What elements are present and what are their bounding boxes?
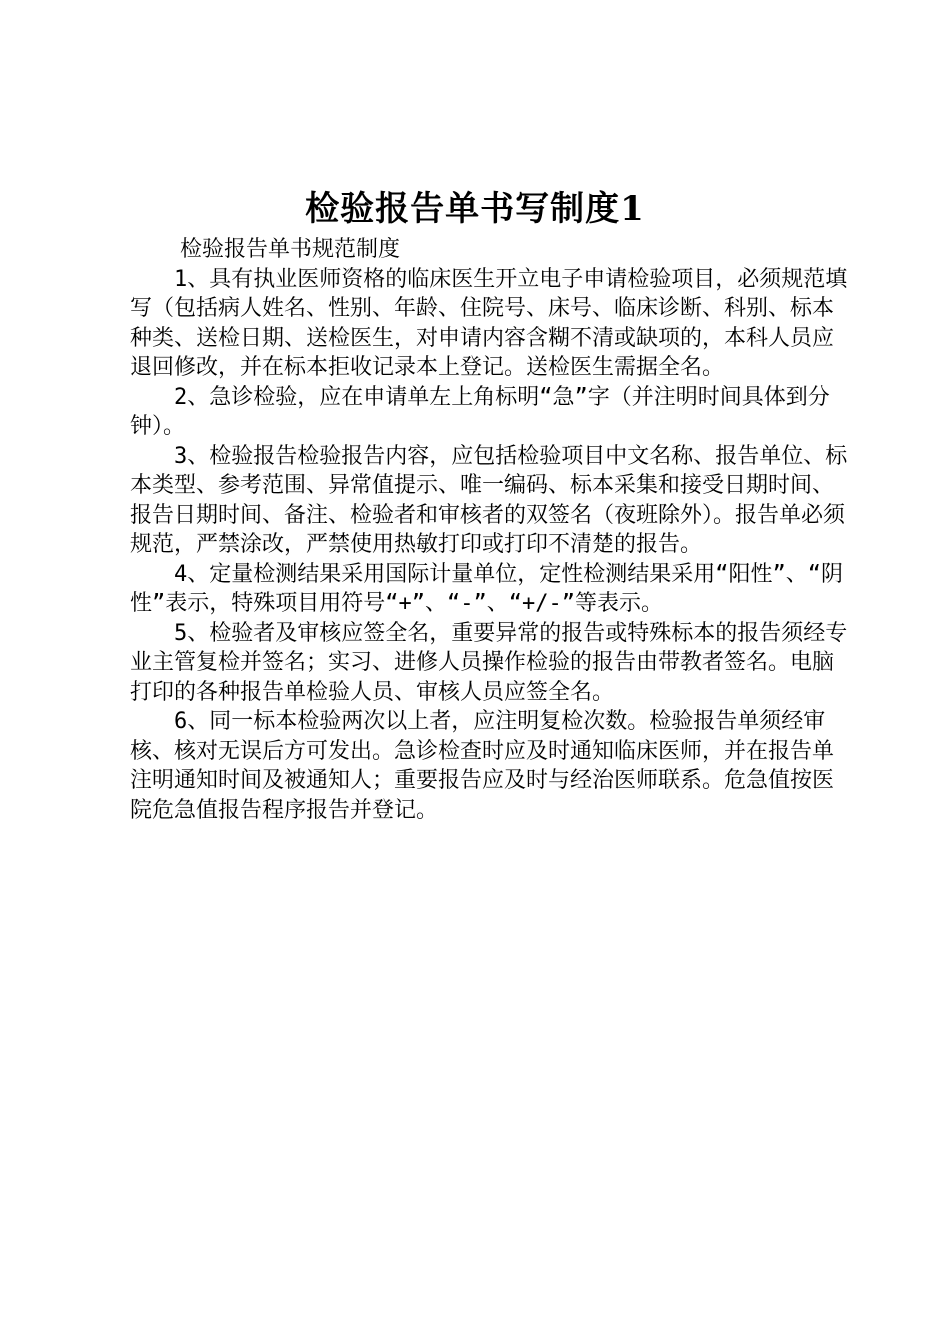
- paragraph-4: 4、定量检测结果采用国际计量单位，定性检测结果采用“阳性”、“阴性”表示，特殊项目用符号“+”、“-”、“+/-”等表示。: [130, 561, 843, 616]
- document-title: 检验报告单书写制度1: [305, 189, 645, 229]
- document-body: [130, 235, 850, 825]
- paragraph-1: 1、具有执业医师资格的临床医生开立电子申请检验项目，必须规范填写（包括病人姓名、性别、年龄、住院号、床号、临床诊断、科别、标本种类、送检日期、送检医生，对申请内容含糊不清或缺项的，本科人员应退回修改，并在标本拒收记录本上登记。送检医生需据全名。: [130, 266, 848, 380]
- paragraph-2: 2、急诊检验，应在申请单左上角标明“急”字（并注明时间具体到分钟）。: [130, 384, 830, 439]
- paragraph-3: 3、检验报告检验报告内容，应包括检验项目中文名称、报告单位、标本类型、参考范围、异常值提示、唯一编码、标本采集和接受日期时间、报告日期时间、备注、检验者和审核者的双签名（夜班除外）。报告单必须规范，严禁涂改，严禁使用热敏打印或打印不清楚的报告。: [130, 443, 848, 557]
- paragraph-5: 5、检验者及审核应签全名，重要异常的报告或特殊标本的报告须经专业主管复检并签名；实习、进修人员操作检验的报告由带教者签名。电脑打印的各种报告单检验人员、审核人员应签全名。: [130, 620, 848, 705]
- document-subtitle: 检验报告单书规范制度: [180, 237, 401, 262]
- paragraph-6: 6、同一标本检验两次以上者，应注明复检次数。检验报告单须经审核、核对无误后方可发出。急诊检查时应及时通知临床医师，并在报告单注明通知时间及被通知人；重要报告应及时与经治医师联系。危急值按医院危急值报告程序报告并登记。: [130, 709, 835, 823]
